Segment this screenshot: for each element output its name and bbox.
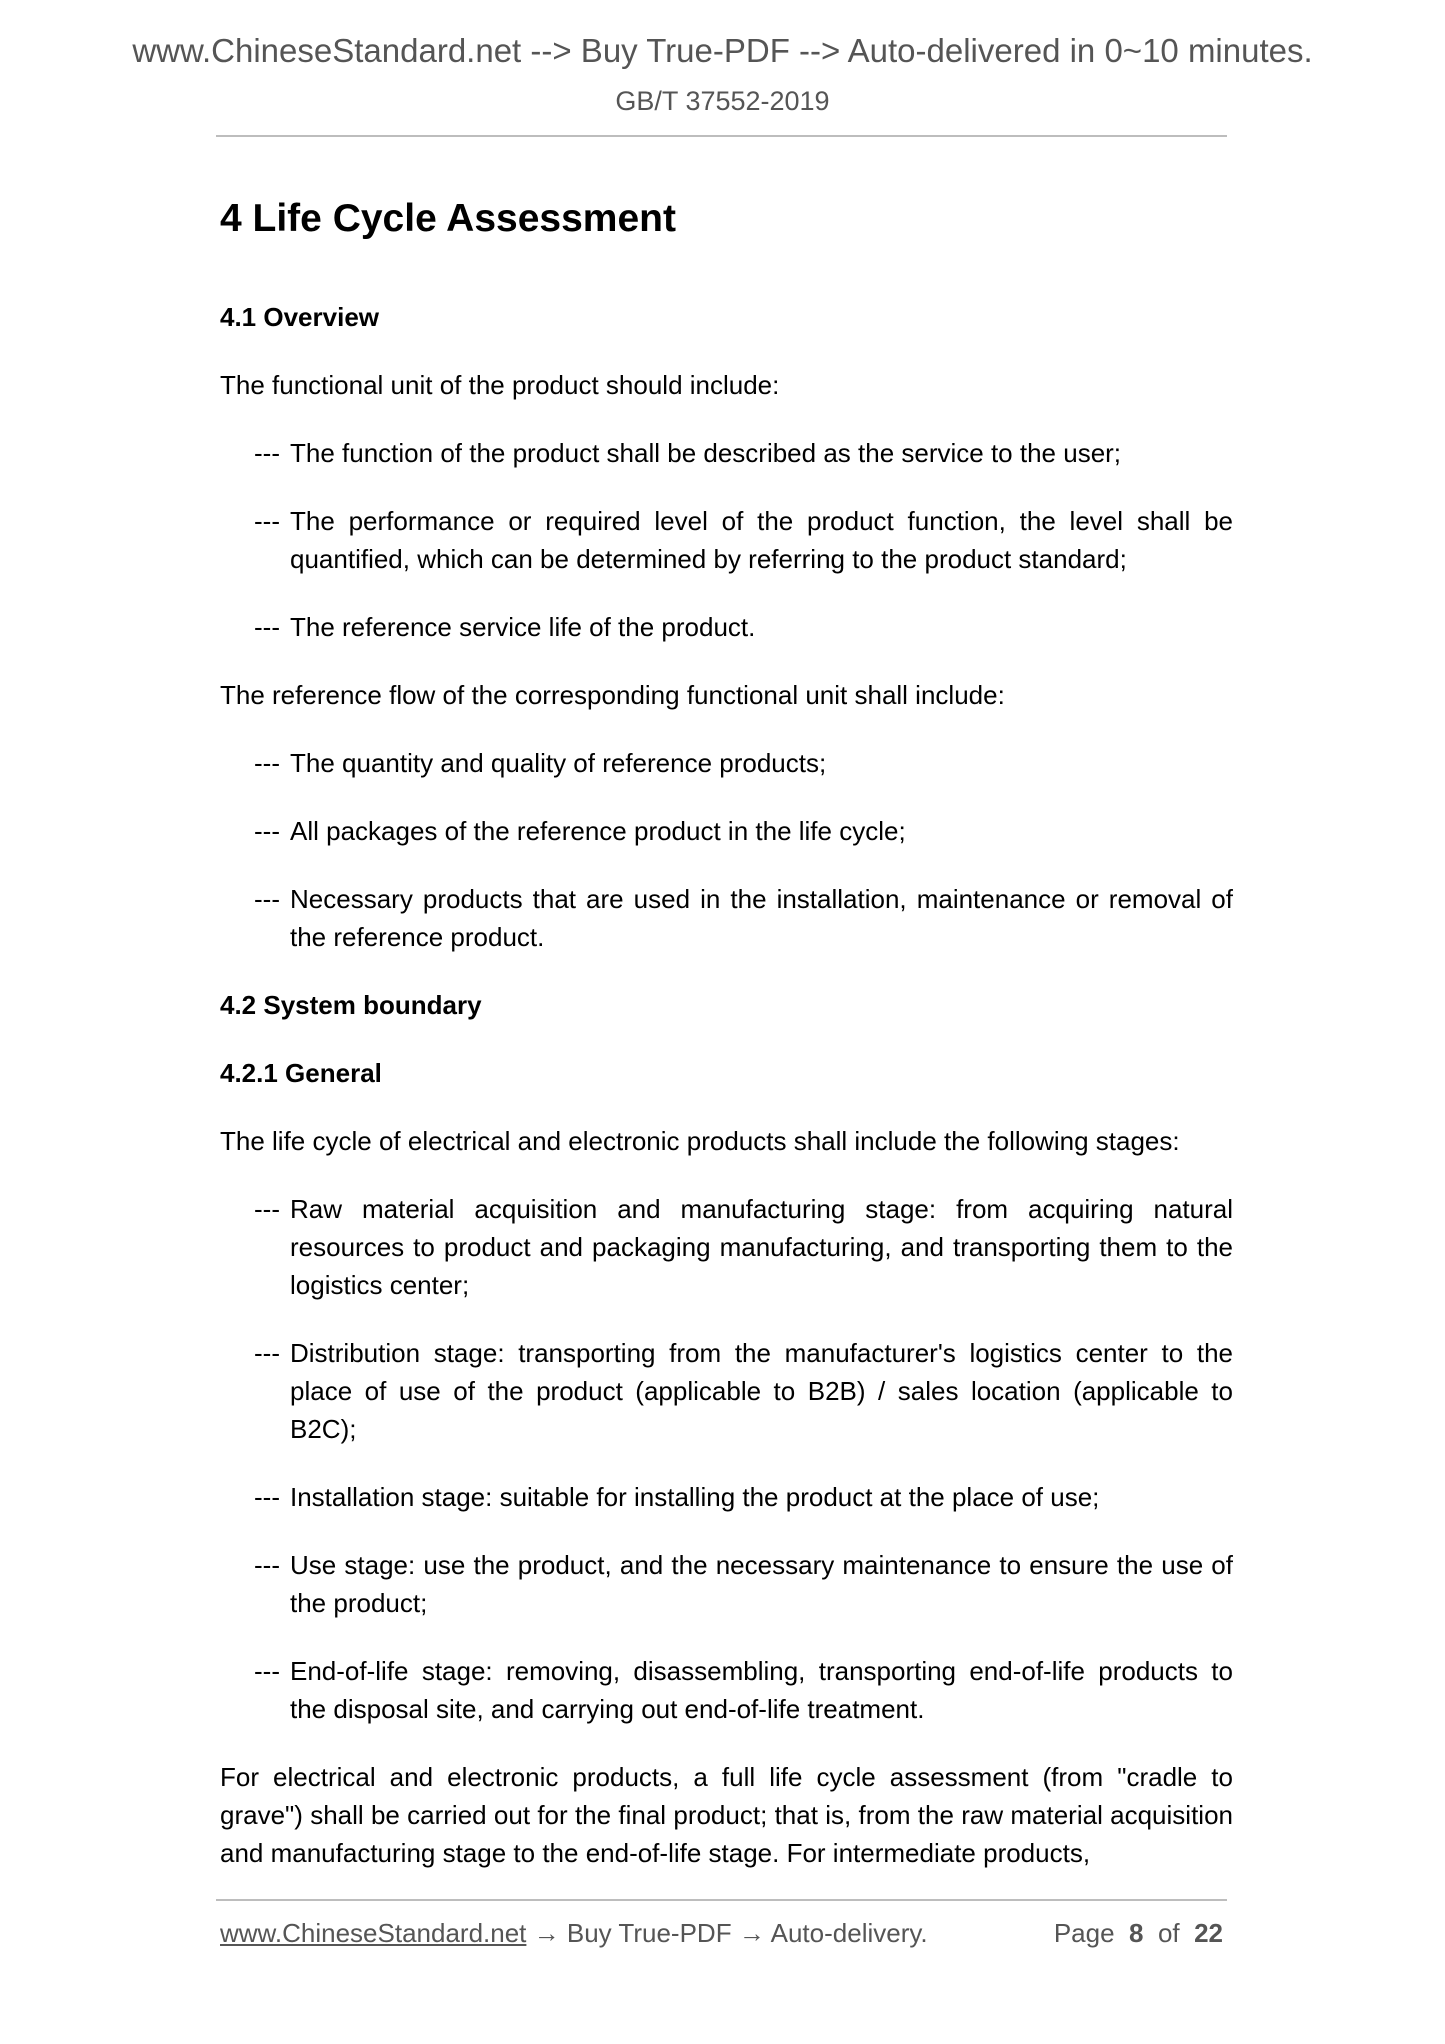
footer-divider [216, 1899, 1227, 1901]
list-marker: --- [254, 506, 280, 536]
list-item-text: End-of-life stage: removing, disassembling, transporting end-of-life products to the disposal site, and carrying out end-of-life treatment. [290, 1656, 1233, 1724]
list-marker: --- [254, 884, 280, 914]
list-marker: --- [254, 1656, 280, 1686]
arrow-right-icon: → [738, 1918, 765, 1948]
list-item-text: Installation stage: suitable for installing the product at the place of use; [290, 1482, 1100, 1512]
subsection-heading-general: 4.2.1 General [220, 1058, 382, 1088]
list-item [254, 1652, 1233, 1728]
list-item [254, 812, 1233, 850]
subsection-heading-overview: 4.1 Overview [220, 302, 379, 332]
section-title: 4 Life Cycle Assessment [220, 197, 676, 240]
list-item [254, 1334, 1233, 1448]
document-body [220, 190, 1233, 1902]
list-marker: --- [254, 612, 280, 642]
site-banner: www.ChineseStandard.net --> Buy True-PDF --> Auto-delivered in 0~10 minutes. [132, 32, 1313, 69]
subsection-heading-system-boundary: 4.2 System boundary [220, 990, 482, 1020]
list-item [254, 502, 1233, 578]
page-of-label: of [1157, 1918, 1180, 1948]
page-total: 22 [1194, 1918, 1223, 1948]
page-label: Page [1053, 1918, 1115, 1948]
list-item-text: Use stage: use the product, and the necessary maintenance to ensure the use of the product; [290, 1550, 1233, 1618]
list-item-text: The function of the product shall be described as the service to the user; [290, 438, 1122, 468]
paragraph-full-life-cycle: For electrical and electronic products, a full life cycle assessment (from "cradle to grave") shall be carried out for the final product; that is, from the raw material acquisition and manufacturing stage to the end-of-life stage. For intermediate products, [220, 1762, 1233, 1868]
page-number: 8 [1129, 1918, 1144, 1948]
list-item [254, 434, 1233, 472]
list-item-text: The performance or required level of the product function, the level shall be quantified, which can be determined by referring to the product standard; [290, 506, 1233, 574]
paragraph-reference-flow: The reference flow of the corresponding functional unit shall include: [220, 680, 1005, 710]
header-divider [216, 135, 1227, 137]
footer-site-link[interactable]: www.ChineseStandard.net [220, 1918, 527, 1948]
page-footer [220, 1918, 1231, 1958]
paragraph-functional-unit: The functional unit of the product should include: [220, 370, 780, 400]
list-item-text: All packages of the reference product in the life cycle; [290, 816, 906, 846]
list-item [254, 608, 1233, 646]
list-item-text: Raw material acquisition and manufacturing stage: from acquiring natural resources to product and packaging manufacturing, and transporting them to the logistics center; [290, 1194, 1233, 1300]
list-item-text: The reference service life of the product. [290, 612, 756, 642]
list-item-text: Necessary products that are used in the installation, maintenance or removal of the reference product. [290, 884, 1233, 952]
list-marker: --- [254, 1194, 280, 1224]
list-marker: --- [254, 438, 280, 468]
list-item [254, 1190, 1233, 1304]
list-item [254, 1546, 1233, 1622]
footer-links [220, 1918, 928, 1949]
list-item-text: Distribution stage: transporting from the manufacturer's logistics center to the place of use of the product (applicable to B2B) / sales location (applicable to B2C); [290, 1338, 1233, 1444]
list-item [254, 744, 1233, 782]
list-item [254, 880, 1233, 956]
footer-delivery-text: Auto-delivery. [770, 1918, 928, 1948]
list-marker: --- [254, 1482, 280, 1512]
list-item [254, 1478, 1233, 1516]
list-marker: --- [254, 1550, 280, 1580]
list-marker: --- [254, 748, 280, 778]
list-marker: --- [254, 1338, 280, 1368]
standard-number: GB/T 37552-2019 [615, 86, 830, 116]
paragraph-life-cycle-stages: The life cycle of electrical and electronic products shall include the following stages: [220, 1126, 1180, 1156]
arrow-right-icon: → [533, 1918, 560, 1948]
page-indicator [1054, 1918, 1223, 1949]
list-marker: --- [254, 816, 280, 846]
list-item-text: The quantity and quality of reference products; [290, 748, 827, 778]
footer-buy-text: Buy True-PDF [566, 1918, 732, 1948]
